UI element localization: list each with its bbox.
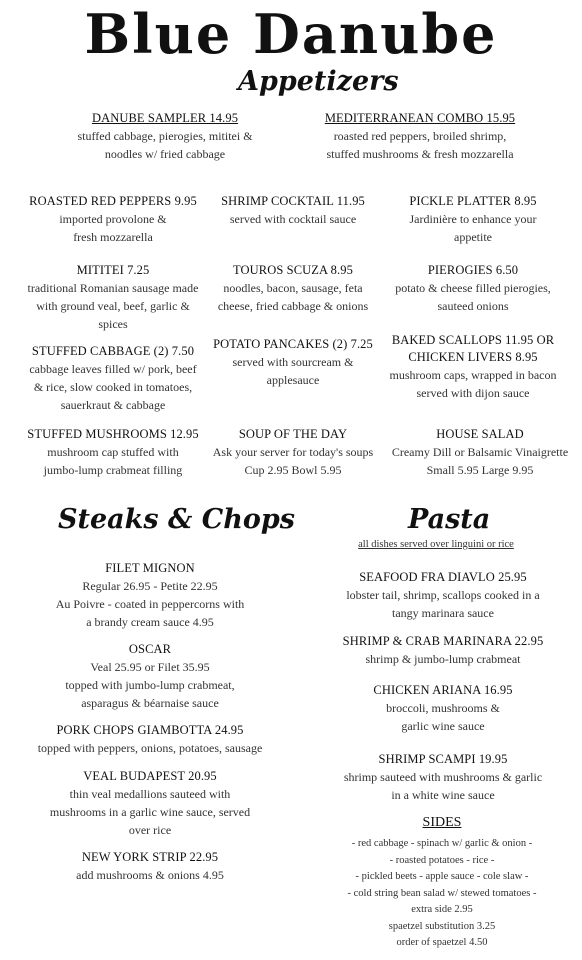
menu-item-veal-budapest [20, 768, 280, 839]
item-description: Creamy Dill or Balsamic Vinaigrette [391, 445, 569, 459]
item-description: traditional Romanian sausage made [27, 281, 199, 295]
item-description: Au Poivre - coated in peppercorns with [55, 597, 245, 611]
item-description: topped with peppers, onions, potatoes, sausage [37, 741, 263, 755]
item-name: SOUP OF THE DAY [238, 427, 348, 441]
menu-item-seafood-fra-diavlo [318, 569, 568, 622]
restaurant-title: Blue Danube [84, 2, 498, 66]
item-description: cheese, fried cabbage & onions [217, 299, 369, 313]
item-name: ROASTED RED PEPPERS 9.95 [29, 194, 197, 208]
item-description: mushroom cap stuffed with [47, 445, 179, 459]
item-name: PORK CHOPS GIAMBOTTA 24.95 [56, 723, 244, 737]
item-description: roasted red peppers, broiled shrimp, [333, 129, 507, 143]
item-name: MITITEI 7.25 [76, 263, 150, 277]
menu-item-shrimp-scampi [318, 751, 568, 804]
menu-item-mititei [18, 262, 208, 333]
item-description: stuffed cabbage, pierogies, mititei & [77, 129, 253, 143]
item-description: potato & cheese filled pierogies, [395, 281, 551, 295]
steaks-heading: Steaks & Chops [58, 504, 295, 535]
item-description: Regular 26.95 - Petite 22.95 [82, 579, 218, 593]
menu-item-mediterranean-combo [305, 110, 535, 163]
item-description: broccoli, mushrooms & [386, 701, 500, 715]
item-description: Ask your server for today's soups [212, 445, 374, 459]
item-description: with ground veal, beef, garlic & [36, 299, 190, 313]
item-name: SHRIMP SCAMPI 19.95 [378, 752, 508, 766]
item-description: add mushrooms & onions 4.95 [76, 868, 224, 882]
menu-item-new-york-strip [20, 849, 280, 884]
menu-item-danube-sampler [60, 110, 270, 163]
item-name: TOUROS SCUZA 8.95 [233, 263, 353, 277]
sides-line: - roasted potatoes - rice - [389, 854, 495, 866]
item-name: HOUSE SALAD [436, 427, 524, 441]
item-name: VEAL BUDAPEST 20.95 [83, 769, 217, 783]
menu-item-pierogies [388, 262, 558, 315]
item-description: tangy marinara sauce [392, 606, 494, 620]
item-description: lobster tail, shrimp, scallops cooked in a [346, 588, 540, 602]
item-name: SHRIMP & CRAB MARINARA 22.95 [342, 634, 544, 648]
item-description: mushrooms in a garlic wine sauce, served [49, 805, 251, 819]
sides-line: - pickled beets - apple sauce - cole slaw - [355, 871, 529, 882]
menu-item-touros-scuza [208, 262, 378, 315]
menu-item-oscar [20, 641, 280, 712]
item-description: in a white wine sauce [391, 788, 495, 802]
menu-item-stuffed-mushrooms [18, 426, 208, 479]
item-description: Cup 2.95 Bowl 5.95 [244, 463, 342, 477]
menu-item-pork-chops-giambotta [20, 722, 280, 757]
menu-item-baked-scallops-or [388, 332, 558, 402]
item-description: appetite [454, 230, 492, 244]
item-description: shrimp & jumbo-lump crabmeat [365, 652, 521, 666]
item-description: asparagus & béarnaise sauce [81, 696, 219, 710]
sides-line: order of spaetzel 4.50 [396, 937, 488, 948]
item-description: jumbo-lump crabmeat filling [43, 463, 183, 477]
item-description: sauerkraut & cabbage [60, 398, 166, 412]
item-name: PIEROGIES 6.50 [427, 263, 519, 277]
item-name: STUFFED CABBAGE (2) 7.50 [31, 344, 195, 358]
sides-line: - red cabbage - spinach w/ garlic & onion - [351, 838, 533, 849]
item-name: OSCAR [128, 642, 172, 656]
item-description: served with sourcream & [232, 355, 354, 369]
menu-item-roasted-red-peppers [18, 193, 208, 246]
sides-line: extra side 2.95 [411, 904, 473, 915]
item-description: over rice [128, 823, 172, 837]
item-description: noodles, bacon, sausage, feta [223, 281, 363, 295]
item-name: SHRIMP COCKTAIL 11.95 [221, 194, 365, 208]
menu-item-pickle-platter [388, 193, 558, 246]
item-description: mushroom caps, wrapped in bacon [389, 368, 557, 382]
item-name: BAKED SCALLOPS 11.95 OR [391, 333, 555, 347]
item-description: Veal 25.95 or Filet 35.95 [90, 660, 210, 674]
item-name: STUFFED MUSHROOMS 12.95 [27, 427, 199, 441]
sides-heading: SIDES [422, 815, 462, 830]
item-name: CHICKEN LIVERS 8.95 [408, 350, 538, 364]
item-description: served with cocktail sauce [229, 212, 357, 226]
menu-item-potato-pancakes [208, 336, 378, 389]
item-description: Small 5.95 Large 9.95 [426, 463, 534, 477]
item-description: shrimp sauteed with mushrooms & garlic [343, 770, 543, 784]
item-description: Jardinière to enhance your [409, 212, 537, 226]
item-name: POTATO PANCAKES (2) 7.25 [213, 337, 373, 351]
appetizers-heading: Appetizers [238, 66, 399, 97]
item-description: topped with jumbo-lump crabmeat, [65, 678, 235, 692]
pasta-heading: Pasta [408, 504, 491, 535]
item-description: fresh mozzarella [73, 230, 153, 244]
sides-list [322, 836, 562, 952]
item-name: MEDITERRANEAN COMBO 15.95 [324, 111, 516, 125]
item-description: noodles w/ fried cabbage [104, 147, 226, 161]
item-description: served with dijon sauce [416, 386, 530, 400]
item-description: a brandy cream sauce 4.95 [86, 615, 214, 629]
sides-line: spaetzel substitution 3.25 [388, 920, 496, 932]
menu-item-shrimp-cocktail [208, 193, 378, 228]
item-name: DANUBE SAMPLER 14.95 [91, 111, 239, 125]
item-description: spices [98, 317, 128, 331]
menu-item-filet-mignon [20, 560, 280, 631]
item-description: cabbage leaves filled w/ pork, beef [29, 362, 197, 376]
pasta-note: all dishes served over linguini or rice [358, 539, 514, 550]
menu-item-house-salad [385, 426, 575, 479]
menu-item-chicken-ariana [318, 682, 568, 735]
item-name: NEW YORK STRIP 22.95 [81, 850, 219, 864]
sides-line: - cold string bean salad w/ stewed tomatoes - [347, 887, 537, 899]
item-description: & rice, slow cooked in tomatoes, [33, 380, 193, 394]
item-name: FILET MIGNON [105, 561, 195, 575]
menu-item-stuffed-cabbage [18, 343, 208, 414]
menu-item-soup-of-the-day [208, 426, 378, 479]
item-description: imported provolone & [59, 212, 167, 226]
menu-item-shrimp-crab-marinara [318, 633, 568, 668]
item-description: stuffed mushrooms & fresh mozzarella [326, 147, 514, 161]
item-description: garlic wine sauce [401, 719, 485, 733]
item-description: sauteed onions [437, 299, 509, 313]
item-name: SEAFOOD FRA DIAVLO 25.95 [359, 570, 527, 584]
item-description: thin veal medallions sauteed with [69, 787, 231, 801]
item-name: CHICKEN ARIANA 16.95 [373, 683, 513, 697]
item-name: PICKLE PLATTER 8.95 [409, 194, 537, 208]
item-description: applesauce [266, 373, 320, 387]
